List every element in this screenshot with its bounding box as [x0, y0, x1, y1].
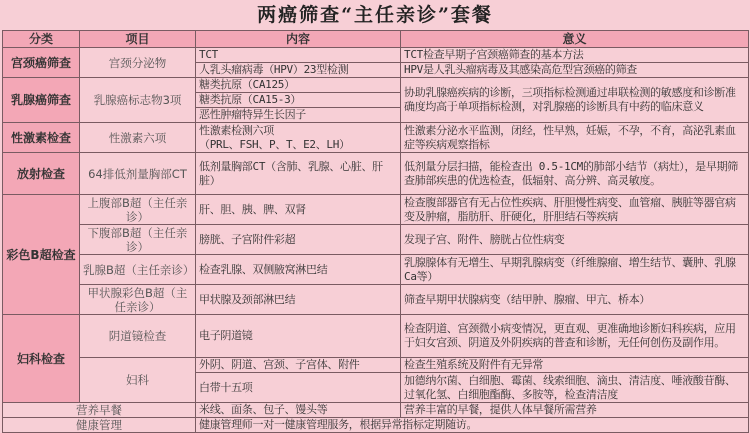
meaning-cell: TCT检查早期子宫颈癌筛查的基本方法 — [401, 48, 749, 63]
meaning-cell: HPV是人乳头瘤病毒及其感染高危型宫颈癌的筛查 — [401, 63, 749, 78]
item-cell: 乳腺癌标志物3项 — [80, 78, 196, 123]
meaning-cell: 检查腹部器官有无占位性疾病、肝胆慢性病变、血管瘤、胰脏等器官病变及肿瘤，脂肪肝、肝硬化，肝胆结石等疾病 — [401, 195, 749, 225]
table-row — [3, 78, 749, 93]
category-cell: 妇科检查 — [3, 315, 80, 403]
content-cell: 低剂量胸部CT（含肺、乳腺、心脏、肝脏） — [196, 153, 401, 195]
table-row — [3, 315, 749, 358]
content-cell: 糖类抗原（CA125） — [196, 78, 401, 93]
item-cell: 下腹部B超（主任亲诊） — [80, 225, 196, 255]
category-cell: 宫颈癌筛查 — [3, 48, 80, 78]
content-cell — [196, 123, 401, 153]
item-cell: 阴道镜检查 — [80, 315, 196, 358]
content-cell: 电子阴道镜 — [196, 315, 401, 358]
meaning-cell: 检查阴道、宫颈微小病变情况，更直观、更准确地诊断妇科疾病，应用于妇女宫颈、阴道及外阴疾病的普查和诊断，无任何创伤及副作用。 — [401, 315, 749, 358]
header-category: 分类 — [3, 31, 80, 48]
table-row — [3, 255, 749, 285]
table-row — [3, 285, 749, 315]
table-header-row — [3, 31, 749, 48]
table-row — [3, 123, 749, 153]
item-cell: 健康管理 — [3, 418, 196, 433]
table-row — [3, 153, 749, 195]
content-cell: 人乳头瘤病毒（HPV）23型检测 — [196, 63, 401, 78]
item-cell: 乳腺B超（主任亲诊） — [80, 255, 196, 285]
page-title: 两癌筛查“主任亲诊”套餐 — [257, 4, 493, 26]
header-meaning: 意义 — [401, 31, 749, 48]
meaning-cell: 营养丰富的早餐，提供人体早餐所需营养 — [401, 403, 749, 418]
content-line: 性激素检测六项 — [199, 123, 274, 137]
meaning-cell: 协助乳腺癌疾病的诊断，三项指标检测通过串联检测的敏感度和诊断准确度均高于单项指标检测，对乳腺癌的诊断具有中药的临床意义 — [401, 78, 749, 123]
category-cell: 放射检查 — [3, 153, 80, 195]
content-cell: 检查乳腺、双侧腋窝淋巴结 — [196, 255, 401, 285]
header-item: 项目 — [80, 31, 196, 48]
table-row — [3, 225, 749, 255]
category-cell: 性激素检查 — [3, 123, 80, 153]
content-cell: 米线、面条、包子、馒头等 — [196, 403, 401, 418]
meaning-cell: 发现子宫、附件、膀胱占位性病变 — [401, 225, 749, 255]
item-cell: 甲状腺彩色B超（主任亲诊） — [80, 285, 196, 315]
package-table — [2, 30, 749, 433]
meaning-cell: 筛查早期甲状腺病变（结甲肿、腺瘤、甲亢、桥本） — [401, 285, 749, 315]
content-cell: 健康管理师一对一健康管理服务，根据异常指标定期随访。 — [196, 418, 749, 433]
item-cell: 营养早餐 — [3, 403, 196, 418]
item-cell: 64排低剂量胸部CT — [80, 153, 196, 195]
meaning-cell: 低剂量分层扫描，能检查出 0.5-1CM的肺部小结节（病灶），是早期筛查肺部疾患的优选检查，低辐射、高分辨、高灵敏度。 — [401, 153, 749, 195]
meaning-cell: 加德纳尔菌、白细胞、霉菌、线索细胞、滴虫、清洁度、唾液酸苷酶、过氧化氢、白细胞酯酶、多胺等，检查清洁度 — [401, 373, 749, 403]
content-cell: 甲状腺及颈部淋巴结 — [196, 285, 401, 315]
content-cell: TCT — [196, 48, 401, 63]
content-cell: 肝、胆、胰、脾、双肾 — [196, 195, 401, 225]
table-row — [3, 403, 749, 418]
meaning-cell: 检查生殖系统及附件有无异常 — [401, 358, 749, 373]
content-cell: 膀胱、子宫附件彩超 — [196, 225, 401, 255]
item-cell: 妇科 — [80, 358, 196, 403]
table-row — [3, 418, 749, 433]
table-row — [3, 358, 749, 373]
table-row — [3, 195, 749, 225]
header-content: 内容 — [196, 31, 401, 48]
category-cell: 彩色B超检查 — [3, 195, 80, 315]
item-cell: 宫颈分泌物 — [80, 48, 196, 78]
item-cell: 上腹部B超（主任亲诊） — [80, 195, 196, 225]
content-cell: 白带十五项 — [196, 373, 401, 403]
table-row — [3, 48, 749, 63]
content-line: （PRL、FSH、P、T、E2、LH） — [199, 137, 350, 151]
category-cell: 乳腺癌筛查 — [3, 78, 80, 123]
meaning-cell: 乳腺腺体有无增生、早期乳腺病变（纤维腺瘤、增生结节、囊肿、乳腺Ca等） — [401, 255, 749, 285]
item-cell: 性激素六项 — [80, 123, 196, 153]
content-cell: 恶性肿瘤特异生长因子 — [196, 108, 401, 123]
meaning-cell: 性激素分泌水平监测，闭经，性早熟，妊娠，不孕，不育，高泌乳素血症等疾病观察指标 — [401, 123, 749, 153]
content-cell: 糖类抗原（CA15-3） — [196, 93, 401, 108]
content-cell: 外阴、阴道、宫颈、子宫体、附件 — [196, 358, 401, 373]
